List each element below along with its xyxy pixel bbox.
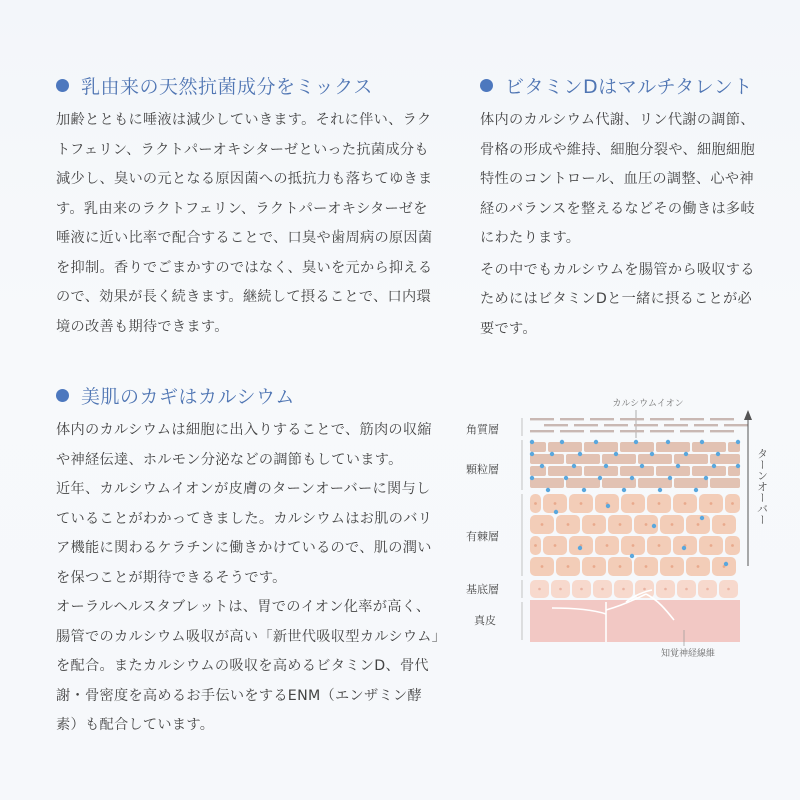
calcium-ion: [554, 510, 558, 514]
paragraph: オーラルヘルスタブレットは、胃でのイオン化率が高く、腸管でのカルシウム吸収が高い「新世代吸収型カルシウム」を配合。またカルシウムの吸収を高めるビタミンD、骨代謝・骨密度を高めるお手伝いをするENM（エンザミン酵素）も配合しています。: [56, 599, 440, 733]
calcium-ion: [712, 464, 716, 468]
cell-nucleus: [706, 588, 709, 591]
granular-cell: [692, 442, 726, 452]
calcium-ion: [578, 452, 582, 456]
corneum-dash: [650, 430, 674, 432]
cell-nucleus: [671, 523, 674, 526]
granular-cell: [638, 454, 672, 464]
cell-nucleus: [723, 523, 726, 526]
layer-label-basal: 基底層: [466, 583, 499, 596]
arrowhead-icon: [744, 410, 752, 420]
cell-nucleus: [593, 565, 596, 568]
granular-cell: [584, 466, 618, 476]
bullet-icon: [56, 79, 69, 92]
cell-nucleus: [619, 523, 622, 526]
corneum-dash: [544, 424, 568, 426]
corneum-dash: [530, 418, 554, 420]
corneum-dash: [590, 418, 614, 420]
calcium-ion: [582, 488, 586, 492]
bullet-icon: [56, 389, 69, 402]
cell-nucleus: [534, 502, 537, 505]
granular-cell: [602, 454, 636, 464]
corneum-dash: [620, 418, 644, 420]
calcium-ion: [668, 476, 672, 480]
calcium-ion: [666, 440, 670, 444]
granular-cell: [674, 454, 708, 464]
calcium-ion: [700, 440, 704, 444]
corneum-dash: [634, 424, 658, 426]
calcium-ion: [650, 452, 654, 456]
layer-label-granular: 顆粒層: [466, 463, 499, 476]
corneum-dash: [680, 418, 704, 420]
calcium-ion: [658, 488, 662, 492]
calcium-ion: [604, 464, 608, 468]
cell-nucleus: [684, 502, 687, 505]
corneum-dash: [604, 424, 628, 426]
corneum-dash: [710, 418, 734, 420]
cell-nucleus: [697, 565, 700, 568]
calcium-ion: [630, 554, 634, 558]
cell-nucleus: [567, 523, 570, 526]
paragraph: 体内のカルシウム代謝、リン代謝の調節、骨格の形成や維持、細胞分裂や、細胞細胞特性のコントロール、血圧の調整、心や神経のバランスを整えるなどその働きは多岐にわたります。: [480, 112, 755, 246]
heading-text: 乳由来の天然抗菌成分をミックス: [81, 75, 373, 98]
granular-cell: [530, 454, 564, 464]
section-beauty-skin: [56, 382, 440, 741]
corneum-dash: [590, 430, 614, 432]
cell-nucleus: [567, 565, 570, 568]
corneum-dash: [530, 430, 554, 432]
heading-text: ビタミンDはマルチタレント: [505, 75, 753, 98]
calcium-ion: [606, 504, 610, 508]
layer-label-corneum: 角質層: [466, 423, 499, 436]
cell-nucleus: [554, 544, 557, 547]
cell-nucleus: [622, 588, 625, 591]
cell-nucleus: [632, 502, 635, 505]
layer-label-spinous: 有棘層: [466, 530, 499, 543]
calcium-ion: [724, 562, 728, 566]
granular-cell: [710, 478, 740, 488]
section-heading: [480, 72, 756, 98]
calcium-ion: [704, 476, 708, 480]
calcium-ion: [694, 488, 698, 492]
granular-cell: [674, 478, 708, 488]
calcium-ion: [622, 488, 626, 492]
cell-nucleus: [580, 588, 583, 591]
granular-cell: [548, 466, 582, 476]
granular-cell: [620, 466, 654, 476]
calcium-ion: [594, 440, 598, 444]
granular-layer: [530, 442, 740, 488]
calcium-ion: [564, 476, 568, 480]
cell-nucleus: [727, 588, 730, 591]
calcium-ion: [684, 452, 688, 456]
skin-layer-diagram: [456, 388, 786, 668]
corneum-dash: [650, 418, 674, 420]
calcium-ion: [614, 452, 618, 456]
granular-cell: [692, 466, 726, 476]
calcium-ion: [530, 440, 534, 444]
cell-nucleus: [664, 588, 667, 591]
calcium-ion: [578, 546, 582, 550]
granular-cell: [710, 454, 740, 464]
corneum-layer: [530, 418, 748, 432]
cell-nucleus: [541, 565, 544, 568]
corneum-dash: [560, 418, 584, 420]
section-vitamin-d: [480, 72, 756, 344]
calcium-ion: [682, 546, 686, 550]
cell-nucleus: [554, 502, 557, 505]
cell-nucleus: [643, 588, 646, 591]
corneum-dash: [664, 424, 688, 426]
basal-layer: [530, 580, 738, 598]
calcium-ion: [652, 524, 656, 528]
granular-cell: [566, 454, 600, 464]
cell-nucleus: [541, 523, 544, 526]
cell-nucleus: [685, 588, 688, 591]
calcium-ion: [572, 464, 576, 468]
corneum-dash: [680, 430, 704, 432]
nerve-label: 知覚神経線維: [660, 649, 716, 659]
cell-nucleus: [671, 565, 674, 568]
spinous-layer: [530, 494, 740, 576]
cell-nucleus: [658, 502, 661, 505]
cell-nucleus: [534, 544, 537, 547]
paragraph: 体内のカルシウムは細胞に出入りすることで、筋肉の収縮や神経伝達、ホルモン分泌などの調節もしています。: [56, 422, 432, 468]
granular-cell: [638, 478, 672, 488]
calcium-ion: [736, 464, 740, 468]
calcium-ion: [640, 464, 644, 468]
cell-nucleus: [593, 523, 596, 526]
corneum-dash: [620, 430, 644, 432]
paragraph: その中でもカルシウムを腸管から吸収するためにはビタミンDと一緒に摂ることが必要です。: [480, 261, 755, 337]
corneum-dash: [724, 424, 748, 426]
section-lactoferrin: [56, 72, 440, 342]
heading-text: 美肌のカギはカルシウム: [81, 385, 295, 408]
paragraph: 近年、カルシウムイオンが皮膚のターンオーバーに関与していることがわかってきました。カルシウムはお肌のバリア機能に関わるケラチンに働きかけているので、肌の潤いを保つことが期待できるそうです。: [56, 481, 433, 586]
calcium-ion: [546, 488, 550, 492]
cell-nucleus: [601, 588, 604, 591]
cell-nucleus: [731, 502, 734, 505]
calcium-ion: [630, 476, 634, 480]
corneum-dash: [574, 424, 598, 426]
granular-cell: [656, 442, 690, 452]
section-heading: [56, 72, 440, 98]
corneum-dash: [694, 424, 718, 426]
calcium-ion: [530, 452, 534, 456]
granular-cell: [656, 466, 690, 476]
calcium-ion: [560, 440, 564, 444]
granular-cell: [566, 478, 600, 488]
ion-label: カルシウムイオン: [612, 399, 684, 409]
cell-nucleus: [619, 565, 622, 568]
cell-nucleus: [731, 544, 734, 547]
paragraph: 加齢とともに唾液は減少していきます。それに伴い、ラクトフェリン、ラクトパーオキシターゼといった抗菌成分も減少し、臭いの元となる原因菌への抵抗力も落ちてゆきます。乳由来のラクトフェリン、ラクトパーオキシターゼを唾液に近い比率で配合することで、口臭や歯周病の原因菌を抑制。香りでごまかすのではなく、臭いを元から抑えるので、効果が長く続きます。継続して摂ることで、口内環境の改善も期待できます。: [56, 112, 433, 335]
corneum-dash: [560, 430, 584, 432]
cell-nucleus: [559, 588, 562, 591]
calcium-ion: [676, 464, 680, 468]
bullet-icon: [480, 79, 493, 92]
cell-nucleus: [606, 544, 609, 547]
calcium-ion: [540, 464, 544, 468]
cell-nucleus: [538, 588, 541, 591]
calcium-ion: [716, 452, 720, 456]
layer-label-dermis: 真皮: [474, 614, 496, 627]
granular-cell: [584, 442, 618, 452]
cell-nucleus: [697, 523, 700, 526]
cell-nucleus: [645, 523, 648, 526]
calcium-ion: [530, 476, 534, 480]
granular-cell: [530, 478, 564, 488]
cell-nucleus: [632, 544, 635, 547]
cell-nucleus: [710, 544, 713, 547]
cell-nucleus: [710, 502, 713, 505]
corneum-dash: [710, 430, 734, 432]
calcium-ion: [634, 440, 638, 444]
calcium-ion: [550, 452, 554, 456]
calcium-ion: [700, 516, 704, 520]
cell-nucleus: [658, 544, 661, 547]
cell-nucleus: [645, 565, 648, 568]
calcium-ion: [598, 476, 602, 480]
granular-cell: [548, 442, 582, 452]
calcium-ion: [736, 440, 740, 444]
turnover-label: ターンオーバー: [755, 448, 769, 525]
cell-nucleus: [580, 502, 583, 505]
dermis-layer: [530, 600, 740, 642]
section-heading: [56, 382, 440, 408]
